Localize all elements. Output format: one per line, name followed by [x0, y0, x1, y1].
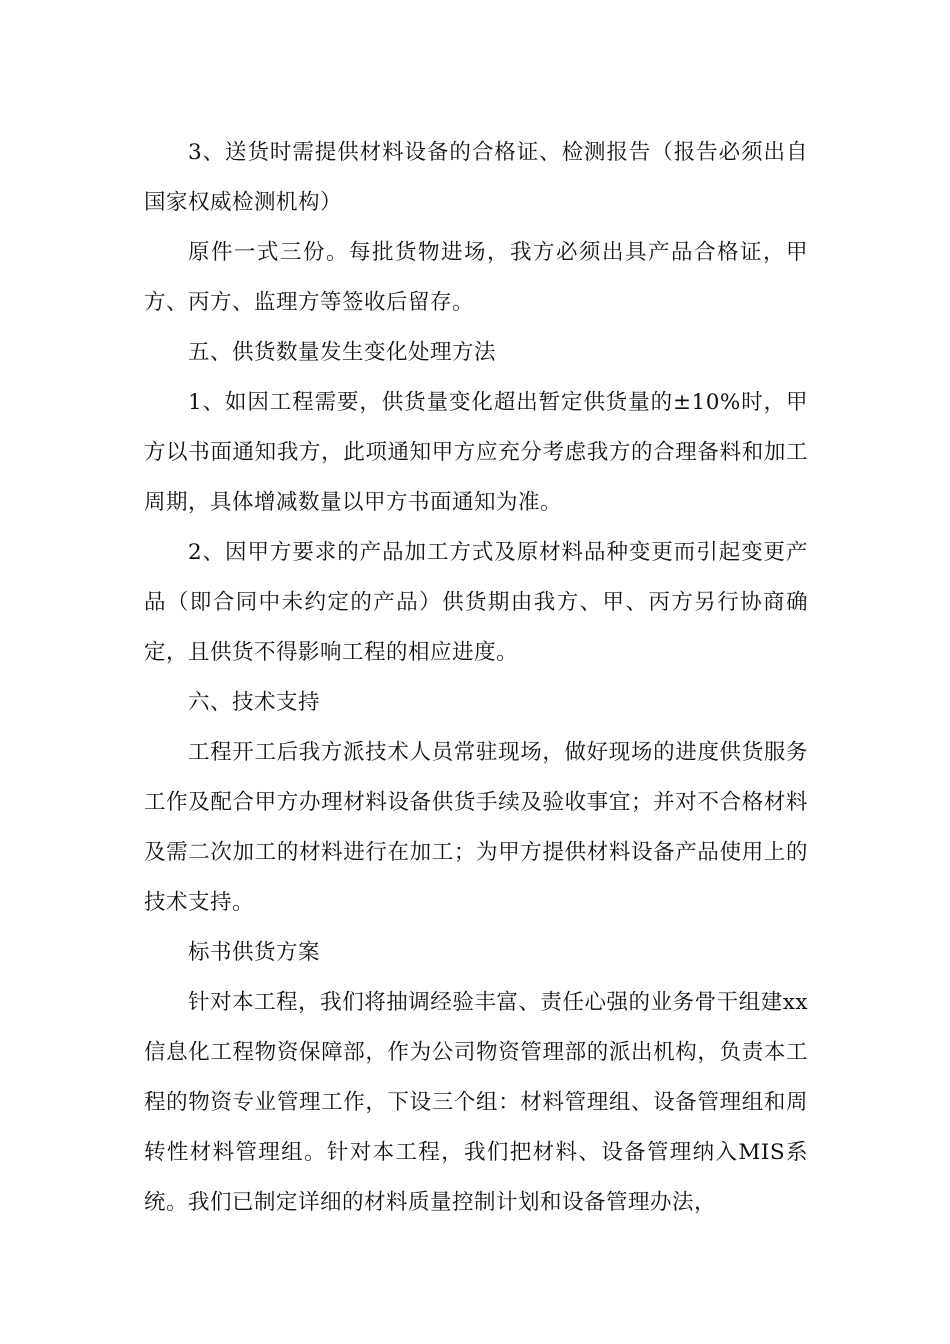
section-heading-technical-support: 六、技术支持: [188, 690, 321, 715]
paragraph-product-change-delivery: 2、因甲方要求的产品加工方式及原材料品种变更而引起变更产品（即合同中未约定的产品）供货期由我方、甲、丙方另行协商确定，且供货不得影响工程的相应进度。: [144, 540, 808, 665]
paragraph-original-copies: 原件一式三份。每批货物进场，我方必须出具产品合格证，甲方、丙方、监理方等签收后留存。: [144, 240, 808, 315]
section-heading-quantity-changes: 五、供货数量发生变化处理方法: [188, 340, 497, 365]
section-heading-supply-plan: 标书供货方案: [188, 940, 321, 965]
paragraph-technical-support: 工程开工后我方派技术人员常驻现场，做好现场的进度供货服务工作及配合甲方办理材料设备供货手续及验收事宜；并对不合格材料及需二次加工的材料进行在加工；为甲方提供材料设备产品使用上的技术支持。: [144, 740, 808, 915]
document-body: [144, 128, 808, 1228]
paragraph-quantity-change-notice: 1、如因工程需要，供货量变化超出暂定供货量的±10%时，甲方以书面通知我方，此项通知甲方应充分考虑我方的合理备料和加工周期，具体增减数量以甲方书面通知为准。: [144, 390, 808, 515]
paragraph-supply-plan: 针对本工程，我们将抽调经验丰富、责任心强的业务骨干组建xx信息化工程物资保障部，作为公司物资管理部的派出机构，负责本工程的物资专业管理工作，下设三个组：材料管理组、设备管理组和周转性材料管理组。针对本工程，我们把材料、设备管理纳入MIS系统。我们已制定详细的材料质量控制计划和设备管理办法，: [144, 990, 808, 1215]
paragraph-delivery-certificates: 3、送货时需提供材料设备的合格证、检测报告（报告必须出自国家权威检测机构）: [144, 140, 808, 215]
